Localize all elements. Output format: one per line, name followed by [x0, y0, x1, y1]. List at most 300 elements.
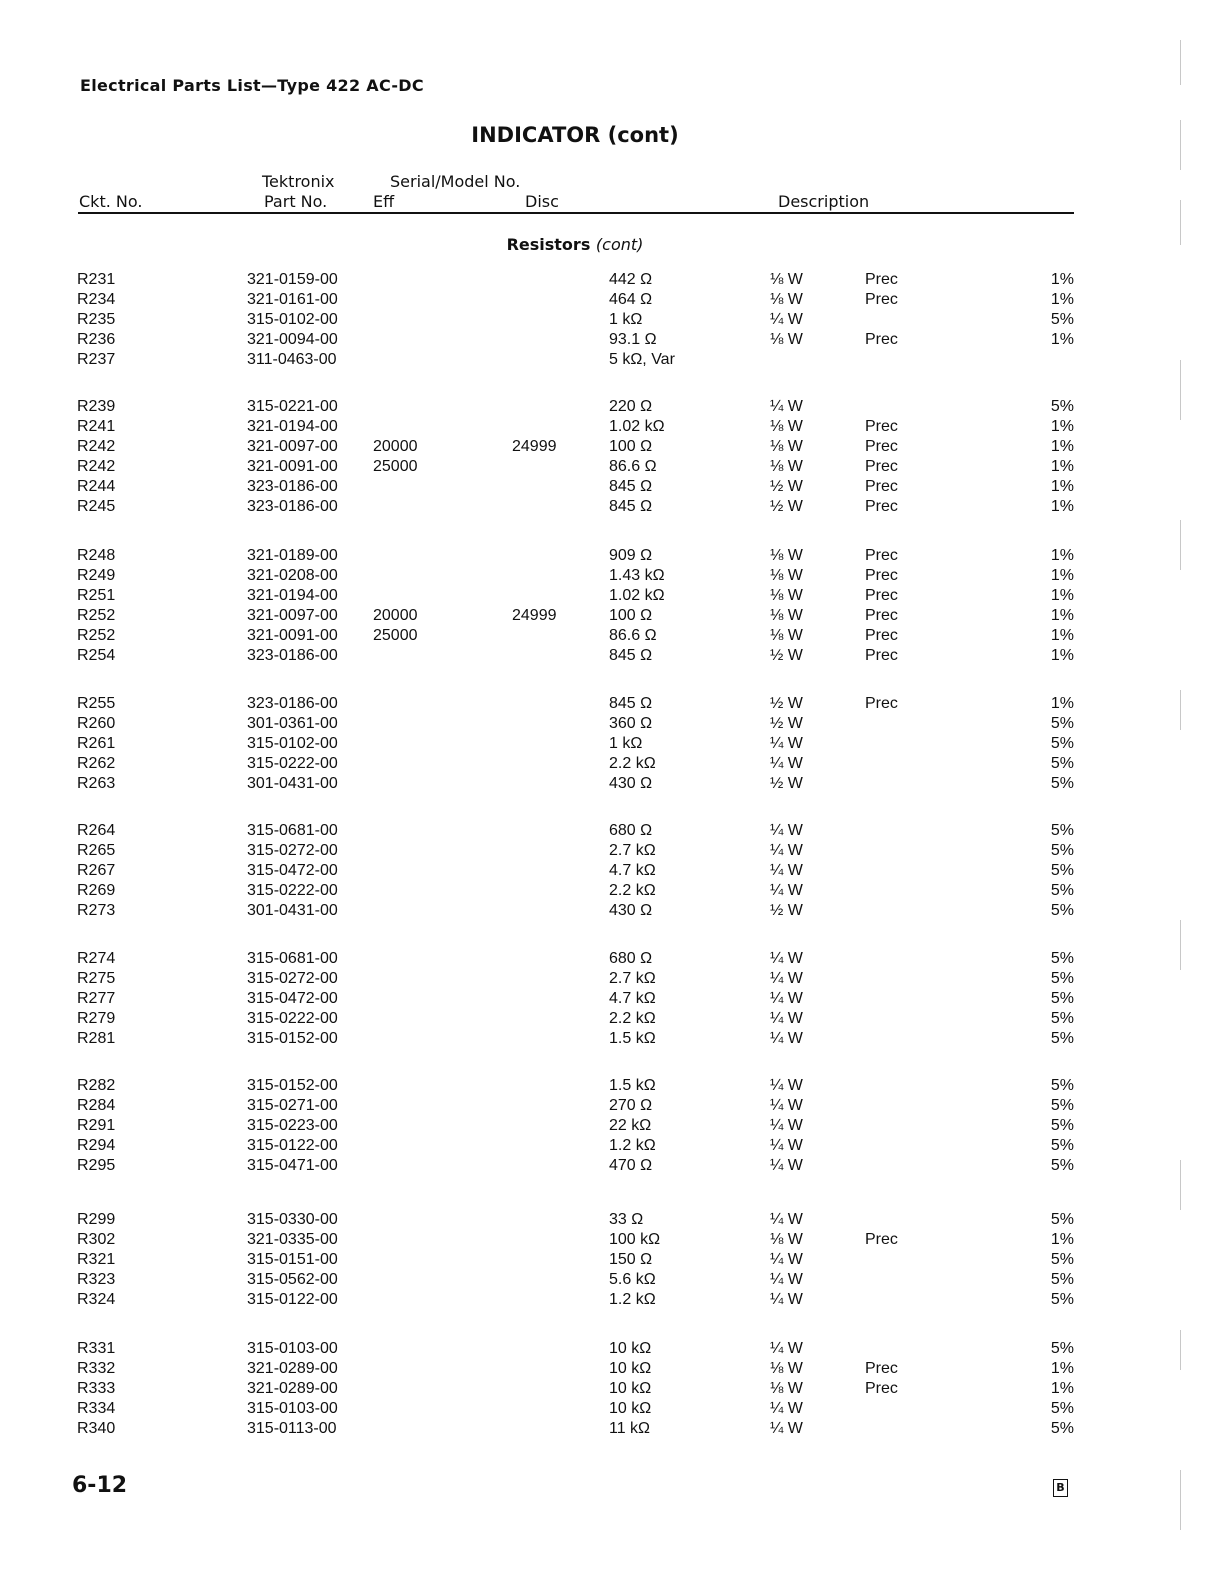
ckt-number: R295: [77, 1157, 116, 1174]
part-number: 321-0335-00: [247, 1231, 338, 1248]
col-eff-header: Eff: [373, 192, 395, 211]
serial-disc: 24999: [512, 438, 557, 455]
table-row: [0, 862, 1224, 882]
tolerance: 1%: [1050, 458, 1074, 475]
tolerance: 5%: [1050, 1251, 1074, 1268]
col-description-header: Description: [778, 192, 870, 211]
ckt-number: R236: [77, 331, 116, 348]
table-row: [0, 438, 1224, 458]
scan-edge-mark: [1180, 920, 1181, 970]
tolerance: 1%: [1050, 478, 1074, 495]
table-row: [0, 715, 1224, 735]
wattage: ¼ W: [770, 970, 803, 987]
tolerance: 1%: [1050, 587, 1074, 604]
ckt-number: R265: [77, 842, 116, 859]
table-row: [0, 627, 1224, 647]
precision-type: Prec: [865, 478, 898, 495]
ckt-number: R260: [77, 715, 116, 732]
part-number: 321-0094-00: [247, 331, 338, 348]
precision-type: Prec: [865, 438, 898, 455]
resistance-value: 86.6 Ω: [609, 458, 657, 475]
tolerance: 5%: [1050, 882, 1074, 899]
wattage: ¼ W: [770, 1420, 803, 1437]
precision-type: Prec: [865, 695, 898, 712]
precision-type: Prec: [865, 1231, 898, 1248]
ckt-number: R267: [77, 862, 116, 879]
tolerance: 5%: [1050, 311, 1074, 328]
table-row: [0, 567, 1224, 587]
resistance-value: 270 Ω: [609, 1097, 653, 1114]
scan-edge-mark: [1180, 1470, 1181, 1530]
table-row: [0, 311, 1224, 331]
precision-type: Prec: [865, 498, 898, 515]
tolerance: 5%: [1050, 970, 1074, 987]
part-number: 315-0103-00: [247, 1340, 338, 1357]
tolerance: 1%: [1050, 291, 1074, 308]
ckt-number: R263: [77, 775, 116, 792]
table-row: [0, 1097, 1224, 1117]
resistance-value: 1 kΩ: [609, 311, 643, 328]
scan-edge-mark: [1180, 360, 1181, 420]
page-number: 6-12: [72, 1473, 128, 1498]
col-disc-header: Disc: [525, 192, 559, 211]
part-number: 315-0271-00: [247, 1097, 338, 1114]
resistance-value: 10 kΩ: [609, 1360, 652, 1377]
tolerance: 1%: [1050, 498, 1074, 515]
part-number: 323-0186-00: [247, 647, 338, 664]
table-row: [0, 1211, 1224, 1231]
resistance-value: 10 kΩ: [609, 1400, 652, 1417]
part-number: 315-0222-00: [247, 1010, 338, 1027]
serial-eff: 20000: [373, 607, 418, 624]
resistance-value: 464 Ω: [609, 291, 653, 308]
wattage: ¼ W: [770, 822, 803, 839]
ckt-number: R252: [77, 627, 116, 644]
tolerance: 5%: [1050, 735, 1074, 752]
tolerance: 5%: [1050, 950, 1074, 967]
table-row: [0, 587, 1224, 607]
subheading-label: Resistors: [506, 235, 591, 254]
resistance-value: 845 Ω: [609, 478, 653, 495]
wattage: ½ W: [770, 715, 803, 732]
wattage: ⅛ W: [770, 438, 803, 455]
part-number: 315-0151-00: [247, 1251, 338, 1268]
table-row: [0, 1157, 1224, 1177]
wattage: ¼ W: [770, 950, 803, 967]
tolerance: 1%: [1050, 271, 1074, 288]
tolerance: 5%: [1050, 842, 1074, 859]
wattage: ¼ W: [770, 990, 803, 1007]
scan-edge-mark: [1180, 690, 1181, 730]
resistance-value: 1.5 kΩ: [609, 1030, 656, 1047]
table-row: [0, 1400, 1224, 1420]
resistance-value: 845 Ω: [609, 695, 653, 712]
resistance-value: 2.2 kΩ: [609, 882, 656, 899]
tolerance: 1%: [1050, 1231, 1074, 1248]
part-number: 321-0289-00: [247, 1380, 338, 1397]
tolerance: 5%: [1050, 1030, 1074, 1047]
wattage: ¼ W: [770, 1137, 803, 1154]
resistance-value: 360 Ω: [609, 715, 653, 732]
revision-mark: B: [1053, 1479, 1068, 1497]
ckt-number: R242: [77, 438, 116, 455]
ckt-number: R262: [77, 755, 116, 772]
tolerance: 5%: [1050, 1137, 1074, 1154]
part-number: 301-0431-00: [247, 775, 338, 792]
resistance-value: 2.2 kΩ: [609, 755, 656, 772]
table-row: [0, 1231, 1224, 1251]
wattage: ¼ W: [770, 398, 803, 415]
scan-edge-mark: [1180, 200, 1181, 245]
part-number: 301-0431-00: [247, 902, 338, 919]
part-number: 315-0681-00: [247, 950, 338, 967]
table-row: [0, 1291, 1224, 1311]
ckt-number: R281: [77, 1030, 116, 1047]
ckt-number: R275: [77, 970, 116, 987]
precision-type: Prec: [865, 331, 898, 348]
table-row: [0, 882, 1224, 902]
tolerance: 5%: [1050, 755, 1074, 772]
table-row: [0, 291, 1224, 311]
ckt-number: R273: [77, 902, 116, 919]
wattage: ½ W: [770, 647, 803, 664]
table-row: [0, 775, 1224, 795]
wattage: ⅛ W: [770, 1380, 803, 1397]
ckt-number: R299: [77, 1211, 116, 1228]
tolerance: 1%: [1050, 1360, 1074, 1377]
resistance-value: 1.43 kΩ: [609, 567, 665, 584]
resistance-value: 2.2 kΩ: [609, 1010, 656, 1027]
resistance-value: 5 kΩ, Var: [609, 351, 675, 368]
table-row: [0, 418, 1224, 438]
ckt-number: R245: [77, 498, 116, 515]
ckt-number: R255: [77, 695, 116, 712]
ckt-number: R274: [77, 950, 116, 967]
table-row: [0, 607, 1224, 627]
ckt-number: R294: [77, 1137, 116, 1154]
tolerance: 1%: [1050, 331, 1074, 348]
ckt-number: R234: [77, 291, 116, 308]
serial-disc: 24999: [512, 607, 557, 624]
precision-type: Prec: [865, 607, 898, 624]
table-row: [0, 902, 1224, 922]
ckt-number: R282: [77, 1077, 116, 1094]
table-row: [0, 1010, 1224, 1030]
tolerance: 1%: [1050, 1380, 1074, 1397]
part-number: 315-0562-00: [247, 1271, 338, 1288]
wattage: ¼ W: [770, 862, 803, 879]
table-row: [0, 1420, 1224, 1440]
resistance-value: 442 Ω: [609, 271, 653, 288]
tolerance: 5%: [1050, 1291, 1074, 1308]
resistance-value: 470 Ω: [609, 1157, 653, 1174]
wattage: ¼ W: [770, 1077, 803, 1094]
tolerance: 5%: [1050, 1211, 1074, 1228]
wattage: ¼ W: [770, 735, 803, 752]
resistance-value: 22 kΩ: [609, 1117, 652, 1134]
resistance-value: 430 Ω: [609, 902, 653, 919]
resistance-value: 10 kΩ: [609, 1340, 652, 1357]
part-number: 315-0472-00: [247, 862, 338, 879]
resistance-value: 909 Ω: [609, 547, 653, 564]
wattage: ½ W: [770, 478, 803, 495]
wattage: ⅛ W: [770, 1360, 803, 1377]
ckt-number: R324: [77, 1291, 116, 1308]
ckt-number: R264: [77, 822, 116, 839]
table-row: [0, 970, 1224, 990]
part-number: 315-0102-00: [247, 735, 338, 752]
ckt-number: R277: [77, 990, 116, 1007]
resistance-value: 33 Ω: [609, 1211, 644, 1228]
part-number: 321-0097-00: [247, 607, 338, 624]
precision-type: Prec: [865, 547, 898, 564]
part-number: 321-0091-00: [247, 458, 338, 475]
resistance-value: 220 Ω: [609, 398, 653, 415]
table-row: [0, 271, 1224, 291]
col-serial-header: Serial/Model No.: [390, 172, 521, 191]
tolerance: 5%: [1050, 1400, 1074, 1417]
ckt-number: R291: [77, 1117, 116, 1134]
tolerance: 1%: [1050, 547, 1074, 564]
tolerance: 5%: [1050, 1077, 1074, 1094]
wattage: ½ W: [770, 695, 803, 712]
col-tek-header-line1: Tektronix: [262, 172, 335, 191]
table-row: [0, 398, 1224, 418]
col-ckt-header: Ckt. No.: [79, 192, 143, 211]
ckt-number: R261: [77, 735, 116, 752]
resistance-value: 1.2 kΩ: [609, 1291, 656, 1308]
table-row: [0, 547, 1224, 567]
resistance-value: 5.6 kΩ: [609, 1271, 656, 1288]
resistance-value: 2.7 kΩ: [609, 842, 656, 859]
tolerance: 5%: [1050, 822, 1074, 839]
part-number: 321-0289-00: [247, 1360, 338, 1377]
ckt-number: R340: [77, 1420, 116, 1437]
ckt-number: R334: [77, 1400, 116, 1417]
part-number: 315-0122-00: [247, 1137, 338, 1154]
resistance-value: 10 kΩ: [609, 1380, 652, 1397]
table-row: [0, 755, 1224, 775]
wattage: ¼ W: [770, 311, 803, 328]
tolerance: 5%: [1050, 1420, 1074, 1437]
precision-type: Prec: [865, 458, 898, 475]
resistance-value: 1.02 kΩ: [609, 418, 665, 435]
table-row: [0, 842, 1224, 862]
precision-type: Prec: [865, 1360, 898, 1377]
part-number: 315-0221-00: [247, 398, 338, 415]
table-row: [0, 647, 1224, 667]
table-row: [0, 822, 1224, 842]
table-row: [0, 478, 1224, 498]
resistance-value: 430 Ω: [609, 775, 653, 792]
wattage: ¼ W: [770, 1097, 803, 1114]
part-number: 321-0097-00: [247, 438, 338, 455]
wattage: ⅛ W: [770, 607, 803, 624]
wattage: ½ W: [770, 498, 803, 515]
col-tek-header-line2: Part No.: [264, 192, 328, 211]
ckt-number: R242: [77, 458, 116, 475]
table-row: [0, 1360, 1224, 1380]
table-row: [0, 458, 1224, 478]
resistance-value: 100 kΩ: [609, 1231, 661, 1248]
wattage: ¼ W: [770, 1157, 803, 1174]
part-number: 315-0472-00: [247, 990, 338, 1007]
ckt-number: R231: [77, 271, 116, 288]
resistance-value: 845 Ω: [609, 647, 653, 664]
wattage: ⅛ W: [770, 567, 803, 584]
ckt-number: R235: [77, 311, 116, 328]
part-number: 323-0186-00: [247, 478, 338, 495]
precision-type: Prec: [865, 1380, 898, 1397]
wattage: ⅛ W: [770, 547, 803, 564]
table-row: [0, 1030, 1224, 1050]
ckt-number: R237: [77, 351, 116, 368]
wattage: ½ W: [770, 775, 803, 792]
ckt-number: R249: [77, 567, 116, 584]
part-number: 321-0159-00: [247, 271, 338, 288]
table-row: [0, 1251, 1224, 1271]
ckt-number: R239: [77, 398, 116, 415]
ckt-number: R251: [77, 587, 116, 604]
table-row: [0, 735, 1224, 755]
wattage: ⅛ W: [770, 458, 803, 475]
wattage: ¼ W: [770, 1117, 803, 1134]
tolerance: 1%: [1050, 627, 1074, 644]
table-row: [0, 1271, 1224, 1291]
ckt-number: R321: [77, 1251, 116, 1268]
resistance-value: 2.7 kΩ: [609, 970, 656, 987]
ckt-number: R323: [77, 1271, 116, 1288]
wattage: ⅛ W: [770, 1231, 803, 1248]
part-number: 315-0681-00: [247, 822, 338, 839]
part-number: 315-0223-00: [247, 1117, 338, 1134]
part-number: 315-0102-00: [247, 311, 338, 328]
part-number: 323-0186-00: [247, 498, 338, 515]
table-row: [0, 1340, 1224, 1360]
part-number: 315-0222-00: [247, 882, 338, 899]
ckt-number: R252: [77, 607, 116, 624]
table-row: [0, 695, 1224, 715]
ckt-number: R269: [77, 882, 116, 899]
wattage: ⅛ W: [770, 291, 803, 308]
precision-type: Prec: [865, 271, 898, 288]
tolerance: 5%: [1050, 715, 1074, 732]
serial-eff: 20000: [373, 438, 418, 455]
wattage: ⅛ W: [770, 271, 803, 288]
ckt-number: R302: [77, 1231, 116, 1248]
ckt-number: R248: [77, 547, 116, 564]
precision-type: Prec: [865, 567, 898, 584]
tolerance: 5%: [1050, 1271, 1074, 1288]
tolerance: 1%: [1050, 438, 1074, 455]
part-number: 315-0152-00: [247, 1030, 338, 1047]
table-row: [0, 1117, 1224, 1137]
precision-type: Prec: [865, 587, 898, 604]
tolerance: 5%: [1050, 990, 1074, 1007]
resistance-value: 11 kΩ: [609, 1420, 651, 1437]
wattage: ⅛ W: [770, 331, 803, 348]
resistance-value: 680 Ω: [609, 950, 653, 967]
table-row: [0, 1137, 1224, 1157]
wattage: ¼ W: [770, 1030, 803, 1047]
resistance-value: 1.02 kΩ: [609, 587, 665, 604]
wattage: ¼ W: [770, 1251, 803, 1268]
ckt-number: R284: [77, 1097, 116, 1114]
part-number: 315-0272-00: [247, 842, 338, 859]
part-number: 301-0361-00: [247, 715, 338, 732]
resistance-value: 150 Ω: [609, 1251, 653, 1268]
part-number: 315-0113-00: [247, 1420, 337, 1437]
wattage: ¼ W: [770, 1291, 803, 1308]
tolerance: 1%: [1050, 418, 1074, 435]
wattage: ⅛ W: [770, 587, 803, 604]
wattage: ¼ W: [770, 842, 803, 859]
tolerance: 5%: [1050, 1010, 1074, 1027]
wattage: ¼ W: [770, 1271, 803, 1288]
section-title: INDICATOR (cont): [471, 123, 679, 147]
part-number: 311-0463-00: [247, 351, 337, 368]
part-number: 321-0161-00: [247, 291, 338, 308]
precision-type: Prec: [865, 627, 898, 644]
running-head: Electrical Parts List—Type 422 AC-DC: [80, 76, 424, 95]
part-number: 321-0194-00: [247, 418, 338, 435]
scan-edge-mark: [1180, 1160, 1181, 1210]
tolerance: 5%: [1050, 1157, 1074, 1174]
tolerance: 5%: [1050, 902, 1074, 919]
part-number: 315-0152-00: [247, 1077, 338, 1094]
resistance-value: 1 kΩ: [609, 735, 643, 752]
resistance-value: 680 Ω: [609, 822, 653, 839]
tolerance: 5%: [1050, 1340, 1074, 1357]
wattage: ⅛ W: [770, 627, 803, 644]
resistance-value: 4.7 kΩ: [609, 990, 656, 1007]
tolerance: 1%: [1050, 647, 1074, 664]
wattage: ¼ W: [770, 882, 803, 899]
wattage: ½ W: [770, 902, 803, 919]
wattage: ¼ W: [770, 755, 803, 772]
wattage: ⅛ W: [770, 418, 803, 435]
precision-type: Prec: [865, 647, 898, 664]
precision-type: Prec: [865, 291, 898, 308]
ckt-number: R332: [77, 1360, 116, 1377]
wattage: ¼ W: [770, 1211, 803, 1228]
part-number: 315-0330-00: [247, 1211, 338, 1228]
subheading-note: (cont): [595, 235, 644, 254]
wattage: ¼ W: [770, 1010, 803, 1027]
part-number: 321-0194-00: [247, 587, 338, 604]
tolerance: 5%: [1050, 1097, 1074, 1114]
scan-edge-mark: [1180, 1330, 1181, 1370]
part-number: 315-0103-00: [247, 1400, 338, 1417]
tolerance: 5%: [1050, 398, 1074, 415]
serial-eff: 25000: [373, 458, 418, 475]
resistance-value: 93.1 Ω: [609, 331, 657, 348]
tolerance: 5%: [1050, 862, 1074, 879]
resistance-value: 100 Ω: [609, 438, 653, 455]
table-row: [0, 1380, 1224, 1400]
part-number: 315-0122-00: [247, 1291, 338, 1308]
table-row: [0, 1077, 1224, 1097]
tolerance: 5%: [1050, 775, 1074, 792]
ckt-number: R254: [77, 647, 116, 664]
part-number: 321-0208-00: [247, 567, 338, 584]
table-row: [0, 331, 1224, 351]
precision-type: Prec: [865, 418, 898, 435]
wattage: ¼ W: [770, 1340, 803, 1357]
ckt-number: R241: [77, 418, 116, 435]
scan-edge-mark: [1180, 520, 1181, 570]
serial-eff: 25000: [373, 627, 418, 644]
